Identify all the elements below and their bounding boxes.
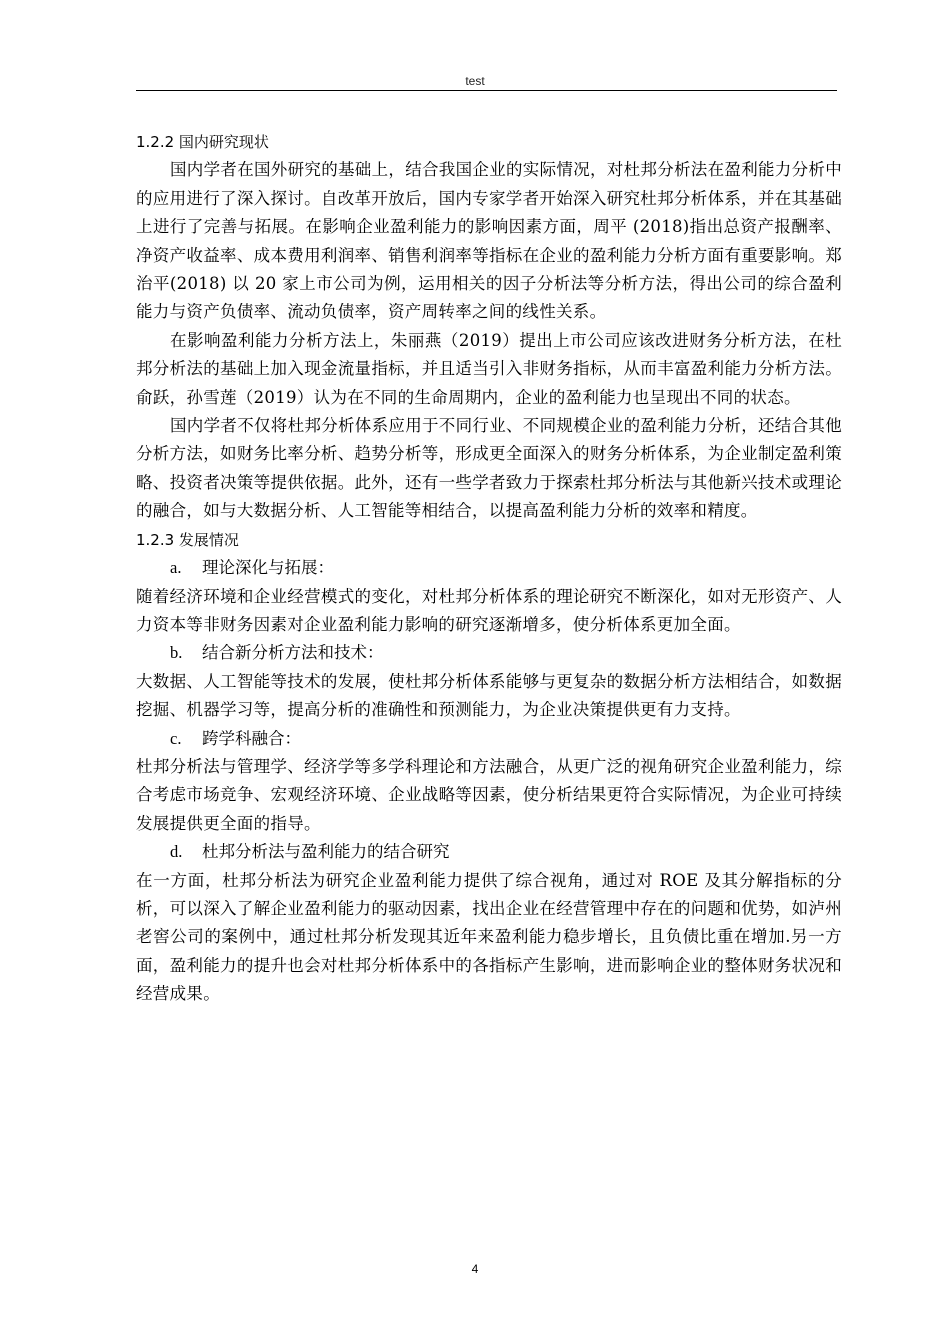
list-item-title bbox=[136, 725, 842, 753]
list-item-title-text: 理论深化与拓展： bbox=[202, 558, 334, 578]
list-marker: a. bbox=[170, 558, 182, 578]
section-heading-1-2-3: 1.2.3 发展情况 bbox=[136, 530, 239, 549]
list-item-body: 随着经济环境和企业经营模式的变化，对杜邦分析体系的理论研究不断深化，如对无形资产、人力资本等非财务因素对企业盈利能力影响的研究逐渐增多，使分析体系更加全面。 bbox=[136, 586, 842, 634]
paragraph: 国内学者在国外研究的基础上，结合我国企业的实际情况，对杜邦分析法在盈利能力分析中的应用进行了深入探讨。自改革开放后，国内专家学者开始深入研究杜邦分析体系，并在其基础上进行了完善与拓展。在影响企业盈利能力的影响因素方面，周平 (2018)指出总资产报酬率、净资产收益率、成本费用利润率、销售利润率等指标在企业的盈利能力分析方面有重要影响。郑治平(2018) 以 20 家上市公司为例，运用相关的因子分析法等分析方法，得出公司的综合盈利能力与资产负债率、流动负债率，资产周转率之间的线性关系。 bbox=[136, 160, 842, 322]
section-heading-1-2-2: 1.2.2 国内研究现状 bbox=[136, 133, 269, 151]
page-header: test bbox=[465, 74, 485, 88]
list-item-body: 在一方面，杜邦分析法为研究企业盈利能力提供了综合视角，通过对 ROE 及其分解指标的分析，可以深入了解企业盈利能力的驱动因素，找出企业在经营管理中存在的问题和优势，如泸州老窖公司的案例中，通过杜邦分析发现其近年来盈利能力稳步增长，且负债比重在增加.另一方面，盈利能力的提升也会对杜邦分析体系中的各指标产生影响，进而影响企业的整体财务状况和经营成果。 bbox=[136, 870, 842, 1004]
list-marker: d. bbox=[170, 842, 183, 862]
list-item-title bbox=[136, 838, 842, 866]
page-number: 4 bbox=[471, 1262, 479, 1276]
list-item-body: 杜邦分析法与管理学、经济学等多学科理论和方法融合，从更广泛的视角研究企业盈利能力，综合考虑市场竞争、宏观经济环境、企业战略等因素，使分析结果更符合实际情况，为企业可持续发展提供更全面的指导。 bbox=[136, 756, 842, 833]
list-marker: c. bbox=[170, 728, 182, 748]
list-item-title bbox=[136, 639, 842, 667]
paragraph: 在影响盈利能力分析方法上，朱丽燕（2019）提出上市公司应该改进财务分析方法，在杜邦分析法的基础上加入现金流量指标，并且适当引入非财务指标，从而丰富盈利能力分析方法。俞跃，孙雪莲（2019）认为在不同的生命周期内，企业的盈利能力也呈现出不同的状态。 bbox=[136, 330, 842, 407]
list-item-title-text: 跨学科融合： bbox=[202, 728, 301, 748]
list-item-title-text: 结合新分析方法和技术： bbox=[202, 643, 384, 663]
paragraph: 国内学者不仅将杜邦分析体系应用于不同行业、不同规模企业的盈利能力分析，还结合其他分析方法，如财务比率分析、趋势分析等，形成更全面深入的财务分析体系，为企业制定盈利策略、投资者决策等提供依据。此外，还有一些学者致力于探索杜邦分析法与其他新兴技术或理论的融合，如与大数据分析、人工智能等相结合，以提高盈利能力分析的效率和精度。 bbox=[136, 416, 842, 521]
document-body bbox=[136, 128, 842, 1009]
list-item-body: 大数据、人工智能等技术的发展，使杜邦分析体系能够与更复杂的数据分析方法相结合，如数据挖掘、机器学习等，提高分析的准确性和预测能力，为企业决策提供更有力支持。 bbox=[136, 671, 842, 720]
list-item-title bbox=[136, 554, 842, 582]
list-marker: b. bbox=[170, 643, 183, 663]
list-item-title-text: 杜邦分析法与盈利能力的结合研究 bbox=[202, 842, 450, 862]
header-rule bbox=[136, 90, 837, 91]
